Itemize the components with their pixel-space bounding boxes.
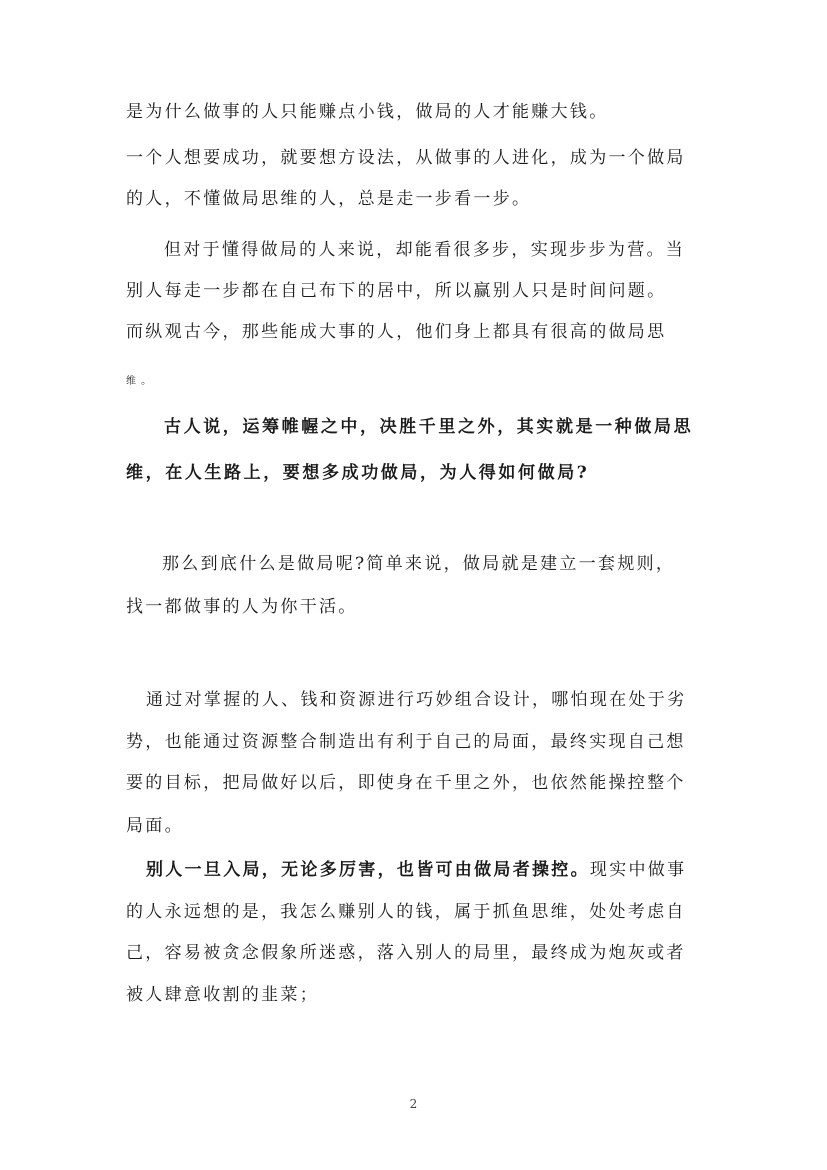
text-line: 是为什么做事的人只能赚点小钱，做局的人才能赚大钱。 — [126, 102, 609, 122]
text-line: 局面。 — [126, 816, 184, 836]
mixed-text-line — [146, 858, 726, 882]
text-line: 维 。 — [126, 376, 153, 387]
text-line: 通过对掌握的人、钱和资源进行巧妙组合设计，哪怕现在处于劣 — [146, 690, 687, 710]
text-line: 但对于懂得做局的人来说，却能看很多步，实现步步为营。当 — [164, 240, 686, 260]
text-line: 的人永远想的是，我怎么赚别人的钱，属于抓鱼思维，处处考虑自 — [126, 902, 686, 922]
bold-text-line: 维，在人生路上，要想多成功做局，为人得如何做局? — [126, 463, 590, 483]
bold-text: 别人一旦入局，无论多厉害，也皆可由做局者操控。 — [146, 860, 590, 880]
text-line: 要的目标，把局做好以后，即使身在千里之外，也依然能操控整个 — [126, 773, 686, 793]
text-line: 一个人想要成功，就要想方设法，从做事的人进化，成为一个做局 — [126, 148, 686, 168]
text-line: 的人，不懂做局思维的人，总是走一步看一步。 — [126, 189, 532, 209]
text-line: 己，容易被贪念假象所迷惑，落入别人的局里，最终成为炮灰或者 — [126, 943, 686, 963]
text-line: 那么到底什么是做局呢?简单来说，做局就是建立一套规则， — [162, 554, 676, 574]
text-line: 而纵观古今，那些能成大事的人，他们身上都具有很高的做局思 — [126, 322, 667, 342]
text-line: 被人肆意收割的韭菜； — [126, 985, 319, 1005]
text-line: 别人每走一步都在自己布下的居中，所以赢别人只是时间问题。 — [126, 281, 667, 301]
page-number: 2 — [409, 1097, 418, 1111]
text-line: 找一都做事的人为你干活。 — [126, 597, 358, 617]
bold-text-line: 古人说，运筹帷幄之中，决胜千里之外，其实就是一种做局思 — [164, 417, 694, 437]
text: 现实中做事 — [589, 860, 687, 880]
text-line: 势，也能通过资源整合制造出有利于自己的局面，最终实现自己想 — [126, 732, 686, 752]
